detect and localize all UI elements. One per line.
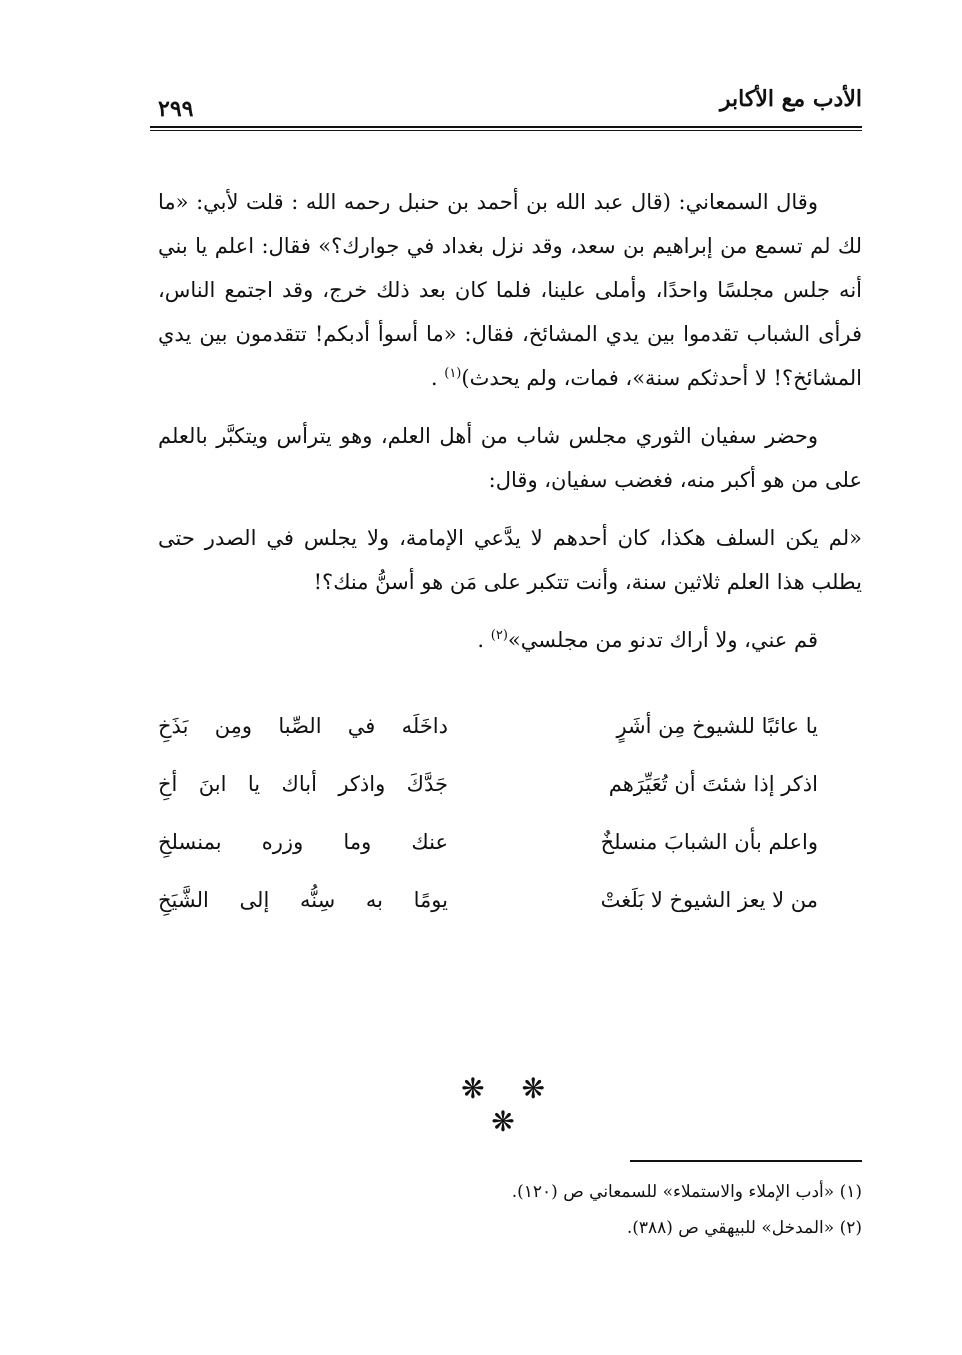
verse-second-hemistich: عنك وما وزره بمنسلخِ — [158, 830, 448, 854]
poem-verse — [158, 714, 862, 772]
paragraph-end: . — [430, 366, 445, 390]
footnote-rule — [630, 1160, 862, 1162]
header-rule-thin — [150, 130, 862, 131]
footnotes — [300, 1174, 862, 1246]
verse-second-hemistich: يومًا به سِنُّه إلى الشَّيَخِ — [158, 888, 448, 912]
footnote-ref-2: (٢) — [490, 628, 508, 643]
paragraph-text: قم عني، ولا أراك تدنو من مجلسي» — [507, 628, 818, 652]
verse-second-hemistich: جَدَّكَ واذكر أباك يا ابنَ أخِ — [158, 772, 448, 796]
paragraph-samani-quote — [158, 180, 862, 400]
section-separator: ❋ ❋ ❋ — [461, 1072, 559, 1138]
footnote-2: (٢) «المدخل» للبيهقي ص (٣٨٨). — [626, 1218, 862, 1238]
verse-first-hemistich: من لا يعز الشيوخ لا بَلَغتْ — [600, 888, 818, 912]
poem-verse — [158, 830, 862, 888]
paragraph-text: وقال السمعاني: (قال عبد الله بن أحمد بن حنبل رحمه الله : قلت لأبي: «ما لك لم تسمع من إبراهيم بن سعد، وقد نزل بغداد في جوارك؟» فقال: اعلم يا بني أنه جلس مجلسًا واحدًا، وأملى علينا، فلما كان بعد ذلك خرج، وقد اجتمع الناس، فرأى الشباب تقدموا بين يدي المشائخ، فقال: «ما أسوأ أدبكم! تتقدمون بين يدي المشائخ؟! لا أحدثكم سنة»، فمات، ولم يحدث) — [158, 190, 862, 390]
header-rule — [150, 126, 862, 128]
verse-first-hemistich: واعلم بأن الشبابَ منسلخٌ — [600, 830, 818, 854]
book-title: الأدب مع الأكابر — [719, 86, 862, 112]
verse-second-hemistich: داخَلَه في الصِّبا ومِن بَذَخِ — [158, 714, 448, 738]
page-number: ٢٩٩ — [158, 96, 194, 122]
paragraph-sufyan-quote — [158, 516, 862, 604]
poem — [158, 714, 862, 946]
footnote-1: (١) «أدب الإملاء والاستملاء» للسمعاني ص (١٢٠). — [511, 1182, 862, 1202]
poem-verse — [158, 772, 862, 830]
poem-verse — [158, 888, 862, 946]
paragraph-text: «لم يكن السلف هكذا، كان أحدهم لا يدَّعي الإمامة، ولا يجلس في الصدر حتى يطلب هذا العلم ثلاثين سنة، وأنت تتكبر على مَن هو أسنُّ منك؟! — [158, 526, 862, 594]
main-text — [158, 180, 862, 662]
paragraph-sufyan — [158, 414, 862, 502]
paragraph-sufyan-quote-end — [158, 618, 862, 662]
verse-first-hemistich: اذكر إذا شئتَ أن تُعَيِّرَهم — [608, 772, 818, 796]
footnote-ref-1: (١) — [444, 366, 462, 381]
running-header — [150, 84, 862, 134]
paragraph-text: وحضر سفيان الثوري مجلس شاب من أهل العلم، وهو يترأس ويتكبَّر بالعلم على من هو أكبر منه، فغضب سفيان، وقال: — [158, 424, 862, 492]
verse-first-hemistich: يا عائبًا للشيوخ مِن أشَرٍ — [616, 714, 818, 738]
paragraph-end: . — [477, 628, 491, 652]
